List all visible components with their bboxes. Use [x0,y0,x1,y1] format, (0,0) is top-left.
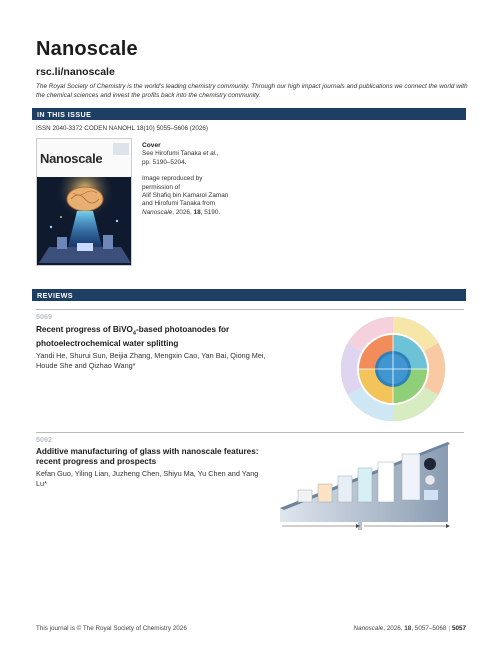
article-divider [36,432,464,433]
article-authors: Yandi He, Shurui Sun, Beijia Zhang, Mengxin Cao, Yan Bai, Qiong Mei, Houde She and Qizhao Wang* [36,351,266,370]
reviews-bar: REVIEWS [32,289,466,301]
cover-repro-2: permission of [142,183,181,191]
cover-artwork [37,177,132,266]
cover-repro-3: Alif Shafiq bin Kamarol Zaman [142,192,229,200]
article-authors: Kefan Guo, Yiling Lian, Juzheng Chen, Shiyu Ma, Yu Chen and Yang Lu* [36,469,259,488]
cover-repro-citation: Nanoscale, 2026, 18, 5190. [142,208,221,216]
footer-citation: Nanoscale, 2026, 18, 5057–5068 | 5057 [353,625,466,632]
article-graphical-abstract [278,436,462,538]
article-title[interactable]: Recent progress of BiVO$_4$-based photoanodes for photoelectrochemical water splitting [36,325,230,349]
journal-blurb: The Royal Society of Chemistry is the world's leading chemistry community. Through our high impact journals and publications we connect the world with the chemical sciences and invest the profits back into the chemistry community. [36,83,468,99]
cover-see-line: See Hirofumi Tanaka et al., [142,150,219,158]
issn-line: ISSN 2040-3372 CODEN NANOHL 18(10) 5055–5606 (2026) [36,125,208,132]
in-this-issue-bar: IN THIS ISSUE [32,108,466,120]
cover-description [142,142,262,217]
article-page-number[interactable]: 5092 [36,435,52,444]
cover-repro-1: Image reproduced by [142,175,203,183]
article-divider [36,309,464,310]
cover-image [36,138,132,266]
journal-title: Nanoscale [36,38,138,60]
cover-header [37,139,132,177]
cover-label: Cover [142,142,161,149]
cover-badge [113,143,129,155]
cover-pages[interactable]: pp. 5190–5204. [142,158,187,166]
article-graphical-abstract [340,316,446,422]
cover-repro-4: and Hirofumi Tanaka from [142,200,216,208]
article-title[interactable]: Additive manufacturing of glass with nanoscale features: recent progress and prospects [36,447,259,467]
footer-copyright: This journal is © The Royal Society of Chemistry 2026 [36,625,187,632]
footer-page-number: 5057 [451,625,466,632]
journal-url[interactable]: rsc.li/nanoscale [36,66,115,78]
cover-journal-name: Nanoscale [40,151,103,166]
article-page-number[interactable]: 5069 [36,312,52,321]
